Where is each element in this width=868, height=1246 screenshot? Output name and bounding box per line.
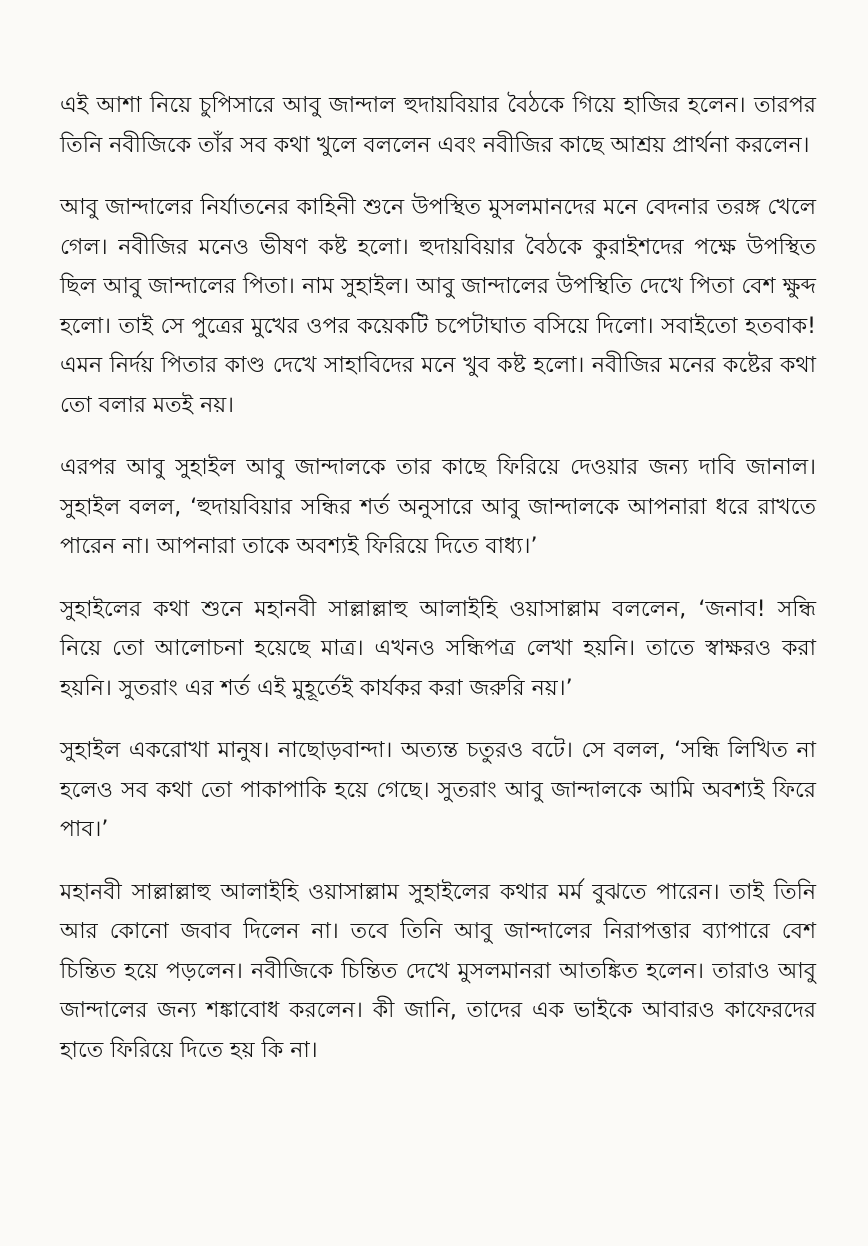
paragraph-4: সুহাইলের কথা শুনে মহানবী সাল্লাল্লাহু আলাইহি ওয়াসাল্লাম বললেন, ‘জনাব! সন্ধি নিয়ে তো আলোচনা হয়েছে মাত্র। এখনও সন্ধিপত্র লেখা হয়নি। তাতে স্বাক্ষরও করা হয়নি। সুতরাং এর শর্ত এই মুহূর্তেই কার্যকর করা জরুরি নয়।’ bbox=[60, 596, 816, 701]
paragraph-1: এই আশা নিয়ে চুপিসারে আবু জান্দাল হুদায়বিয়ার বৈঠকে গিয়ে হাজির হলেন। তারপর তিনি নবীজিকে তাঁর সব কথা খুলে বললেন এবং নবীজির কাছে আশ্রয় প্রার্থনা করলেন। bbox=[60, 93, 816, 158]
paragraph-6: মহানবী সাল্লাল্লাহু আলাইহি ওয়াসাল্লাম সুহাইলের কথার মর্ম বুঝতে পারেন। তাই তিনি আর কোনো জবাব দিলেন না। তবে তিনি আবু জান্দালের নিরাপত্তার ব্যাপারে বেশ চিন্তিত হয়ে পড়লেন। নবীজিকে চিন্তিত দেখে মুসলমানরা আতঙ্কিত হলেন। তারাও আবু জান্দালের জন্য শঙ্কাবোধ করলেন। কী জানি, তাদের এক ভাইকে আবারও কাফেরদের হাতে ফিরিয়ে দিতে হয় কি না। bbox=[60, 879, 816, 1063]
paragraph-3: এরপর আবু সুহাইল আবু জান্দালকে তার কাছে ফিরিয়ে দেওয়ার জন্য দাবি জানাল। সুহাইল বলল, ‘হুদায়বিয়ার সন্ধির শর্ত অনুসারে আবু জান্দালকে আপনারা ধরে রাখতে পারেন না। আপনারা তাকে অবশ্যই ফিরিয়ে দিতে বাধ্য।’ bbox=[60, 455, 816, 559]
paragraph-2: আবু জান্দালের নির্যাতনের কাহিনী শুনে উপস্থিত মুসলমানদের মনে বেদনার তরঙ্গ খেলে গেল। নবীজির মনেও ভীষণ কষ্ট হলো। হুদায়বিয়ার বৈঠকে কুরাইশদের পক্ষে উপস্থিত ছিল আবু জান্দালের পিতা। নাম সুহাইল। আবু জান্দালের উপস্থিতি দেখে পিতা বেশ ক্ষুব্দ হলো। তাই সে পুত্রের মুখের ওপর কয়েকটি চপেটাঘাত বসিয়ে দিলো। সবাইতো হতবাক! এমন নির্দয় পিতার কাণ্ড দেখে সাহাবিদের মনে খুব কষ্ট হলো। নবীজির মনের কষ্টের কথা তো বলার মতই নয়। bbox=[60, 195, 816, 418]
paragraph-5: সুহাইল একরোখা মানুষ। নাছোড়বান্দা। অত্যন্ত চতুরও বটে। সে বলল, ‘সন্ধি লিখিত না হলেও সব কথা তো পাকাপাকি হয়ে গেছে। সুতরাং আবু জান্দালকে আমি অবশ্যই ফিরে পাব।’ bbox=[60, 738, 816, 842]
